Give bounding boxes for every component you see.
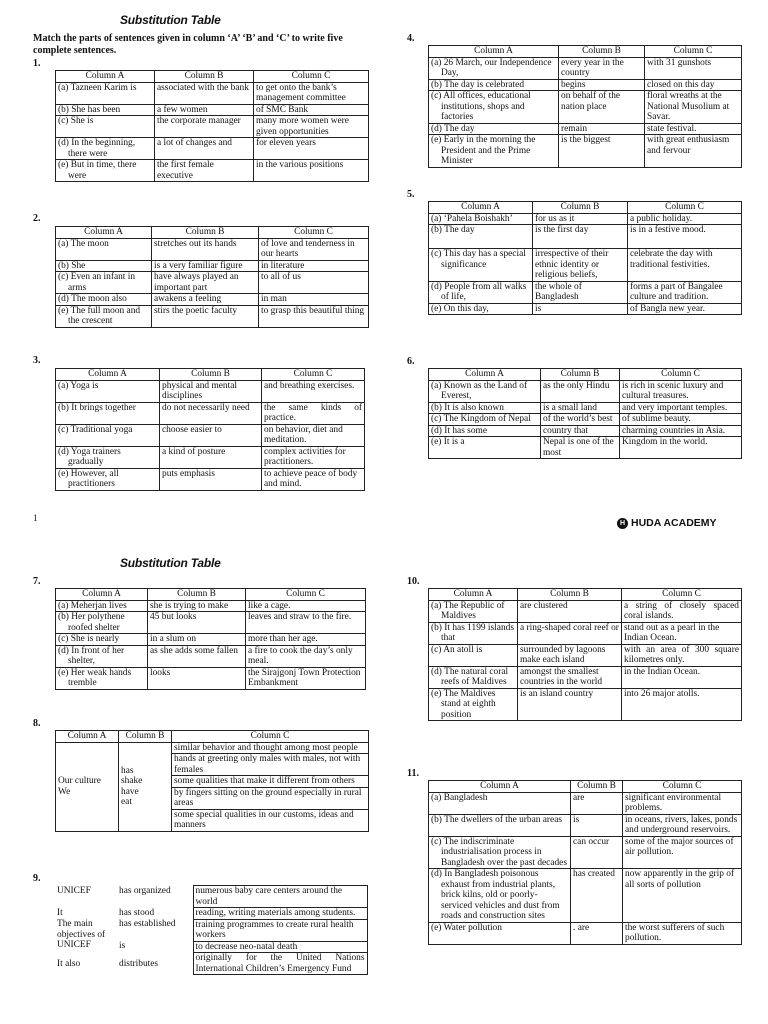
cell-a: We — [58, 786, 71, 797]
cell-c: some of the major sources of air pollution. — [623, 836, 742, 869]
cell-c: on behavior, diet and meditation. — [262, 424, 365, 446]
cell-b: for us as it — [533, 213, 628, 225]
cell-b: is — [119, 941, 126, 952]
cell-c: in the various positions — [254, 160, 369, 182]
table-row — [56, 238, 369, 260]
brand-logo-text — [617, 518, 717, 530]
header-column-a: Column A — [429, 781, 571, 793]
table-row — [429, 303, 742, 315]
cell-a: It — [57, 907, 63, 918]
cell-a: (c) An atoll is — [431, 644, 483, 655]
page-number: 1 — [33, 513, 38, 523]
header-column-c: Column C — [254, 71, 369, 83]
substitution-table-7 — [55, 588, 366, 690]
cell-a: (b) The dwellers of the urban areas — [431, 814, 563, 825]
question-number: 1. — [33, 58, 41, 69]
table-row — [429, 91, 742, 124]
table-row — [429, 213, 742, 225]
header-column-c: Column C — [645, 46, 742, 58]
table-header-row — [429, 202, 742, 214]
table-row — [429, 380, 742, 402]
cell-a: (d) The moon also — [58, 294, 127, 305]
table-row — [429, 644, 742, 666]
table-row — [56, 600, 366, 612]
header-column-a: Column A — [429, 202, 533, 214]
header-column-c: Column C — [620, 369, 742, 381]
cell-a: (c) She is nearly — [58, 634, 120, 645]
cell-b: looks — [148, 667, 246, 689]
header-column-a: Column A — [429, 46, 559, 58]
cell-b: amongst the smallest countries in the world — [518, 666, 622, 688]
cell-b: begins — [559, 79, 645, 91]
cell-a: (b) It has 1199 islands that — [431, 622, 514, 644]
table-row — [55, 953, 367, 975]
cell-a: (d) The natural coral reefs of Maldives — [431, 666, 509, 688]
header-column-a: Column A — [56, 71, 155, 83]
cell-a: (d) Yoga trainers gradually — [58, 446, 121, 468]
table-header-row — [429, 46, 742, 58]
cell-b: surrounded by lagoons make each island — [518, 644, 622, 666]
table-header-row — [429, 369, 742, 381]
cell-a: (a) ‘Pahela Boishakh’ — [431, 213, 513, 224]
cell-c: the worst sufferers of such pollution. — [623, 922, 742, 944]
header-column-c: Column C — [246, 589, 366, 601]
substitution-table-10 — [428, 588, 742, 721]
cell-c: a public holiday. — [628, 213, 742, 225]
cell-b: associated with the bank — [155, 82, 254, 104]
cell-b: . are — [571, 922, 623, 944]
header-column-a: Column A — [56, 369, 160, 381]
header-column-b: Column B — [152, 227, 259, 239]
table-row — [429, 869, 742, 923]
table-row — [56, 305, 369, 327]
cell-c: and very important temples. — [620, 402, 742, 414]
table-row — [56, 138, 369, 160]
table-row — [429, 225, 742, 249]
cell-b: is — [571, 814, 623, 836]
cell-c: originally for the United Nations International Children’s Emergency Fund — [193, 953, 367, 975]
question-number: 5. — [407, 189, 415, 200]
cell-b: country that — [541, 425, 620, 437]
table-row — [429, 836, 742, 869]
cell-c: of SMC Bank — [254, 104, 369, 116]
cell-b: can occur — [571, 836, 623, 869]
question-number: 9. — [33, 873, 41, 884]
cell-a: (e) The Maldives stand at eighth position — [431, 688, 496, 720]
header-column-a: Column A — [56, 227, 152, 239]
cell-c: with great enthusiasm and fervour — [645, 135, 742, 168]
cell-c: in oceans, rivers, lakes, ponds and underground reservoirs. — [623, 814, 742, 836]
cell-c: some qualities that make it different from others — [172, 776, 369, 788]
cell-c: is rich in scenic luxury and cultural treasures. — [620, 380, 742, 402]
question-number: 3. — [33, 355, 41, 366]
table-row — [56, 446, 365, 468]
cell-c: some special qualities in our customs, ideas and manners — [172, 809, 369, 831]
substitution-table-3 — [55, 368, 365, 491]
header-column-b: Column B — [541, 369, 620, 381]
substitution-table-8 — [55, 730, 369, 832]
cell-a: (c) She is — [58, 116, 94, 127]
cell-c: the Sirajgonj Town Protection Embankment — [246, 667, 366, 689]
header-column-b: Column B — [155, 71, 254, 83]
cell-a: (d) The day — [431, 123, 475, 134]
cell-a: The main objectives of UNICEF — [57, 919, 106, 951]
substitution-table-9 — [55, 885, 368, 975]
header-column-c: Column C — [628, 202, 742, 214]
cell-a: (e) Her weak hands tremble — [58, 667, 132, 689]
cell-b: irrespective of their ethnic identity or religious beliefs, — [533, 249, 628, 282]
question-number: 6. — [407, 356, 415, 367]
cell-a: (c) Even an infant in arms — [58, 272, 136, 293]
table-row — [56, 116, 369, 138]
table-row — [429, 688, 742, 721]
cell-a: (a) Bangladesh — [431, 792, 488, 803]
cell-c: a fire to cook the day’s only meal. — [246, 645, 366, 667]
cell-b: Nepal is one of the most — [541, 437, 620, 459]
table-row — [56, 294, 369, 306]
cell-a: (c) The indiscriminate industrialisation process in Bangladesh over the past decades — [431, 836, 567, 868]
cell-a: (e) Water pollution — [431, 922, 502, 933]
table-row — [56, 634, 366, 646]
huda-academy-logo-icon: H — [617, 518, 628, 529]
substitution-table-4 — [428, 45, 742, 168]
cell-b: a ring-shaped coral reef or — [518, 622, 622, 644]
table-row — [429, 792, 742, 814]
cell-b: have — [121, 786, 139, 797]
header-column-c: Column C — [622, 589, 742, 601]
cell-a: (a) 26 March, our Independence Day, — [431, 57, 552, 79]
cell-b: the corporate manager — [155, 116, 254, 138]
table-row — [429, 135, 742, 168]
cell-a: (c) The Kingdom of Nepal — [431, 414, 531, 425]
cell-c: of sublime beauty. — [620, 414, 742, 426]
cell-b: the first female executive — [155, 160, 254, 182]
cell-b: as she adds some fallen — [148, 645, 246, 667]
table-row — [56, 380, 365, 402]
table-header-row — [56, 71, 369, 83]
cell-c: forms a part of Bangalee culture and tradition. — [628, 281, 742, 303]
cell-b: has established — [119, 919, 176, 930]
table-row — [429, 666, 742, 688]
cell-a: (e) It is a — [431, 437, 465, 448]
cell-a: (b) The day is celebrated — [431, 79, 525, 90]
cell-a: It also — [57, 958, 81, 969]
question-number: 8. — [33, 718, 41, 729]
cell-b: is a small land — [541, 402, 620, 414]
table-row — [56, 160, 369, 182]
header-column-b: Column B — [533, 202, 628, 214]
cell-a: (b) She has been — [58, 104, 121, 115]
table-row — [56, 82, 369, 104]
cell-b: is an island country — [518, 688, 622, 721]
cell-c: in the Indian Ocean. — [622, 666, 742, 688]
cell-c: leaves and straw to the fire. — [246, 612, 366, 634]
cell-a: (e) On this day, — [431, 303, 489, 314]
cell-b: a few women — [155, 104, 254, 116]
table-row — [56, 612, 366, 634]
table-row — [55, 919, 367, 941]
cell-c: closed on this day — [645, 79, 742, 91]
table-row — [56, 742, 369, 754]
cell-b: awakens a feeling — [152, 294, 259, 306]
cell-b: of the world’s best — [541, 414, 620, 426]
cell-b: puts emphasis — [160, 468, 262, 490]
cell-b: have always played an important part — [152, 272, 259, 294]
cell-a: (e) But in time, there were — [58, 160, 137, 181]
cell-b: choose easier to — [160, 424, 262, 446]
cell-a: (b) It is also known — [431, 402, 504, 413]
cell-b: remain — [559, 123, 645, 135]
cell-b: distributes — [119, 958, 159, 969]
cell-b: the whole of Bangladesh — [533, 281, 628, 303]
header-column-b: Column B — [518, 589, 622, 601]
cell-a: (d) In front of her shelter, — [58, 645, 125, 667]
cell-c: Kingdom in the world. — [620, 437, 742, 459]
brand-name: HUDA ACADEMY — [631, 517, 717, 529]
table-header-row — [56, 731, 369, 743]
cell-a: (b) The day — [431, 225, 475, 236]
cell-b: stretches out its hands — [152, 238, 259, 260]
table-row — [56, 260, 369, 272]
cell-a: (d) It has some — [431, 425, 487, 436]
cell-a: (a) The Republic of Maldives — [431, 600, 505, 622]
cell-b: are — [571, 792, 623, 814]
cell-c: of Bangla new year. — [628, 303, 742, 315]
cell-c: like a cage. — [246, 600, 366, 612]
table-row — [55, 908, 367, 920]
table-row — [429, 437, 742, 459]
cell-c: training programmes to create rural health workers — [193, 919, 367, 941]
cell-b: do not necessarily need — [160, 402, 262, 424]
cell-a: (a) Tazneen Karim is — [58, 82, 137, 93]
instruction-text: Match the parts of sentences given in column ‘A’ ‘B’ and ‘C’ to write five complete sentences. — [33, 33, 343, 57]
cell-b: is the biggest — [559, 135, 645, 168]
cell-a: (b) Her polythene roofed shelter — [58, 612, 125, 633]
cell-c: in man — [259, 294, 369, 306]
cell-a: (a) Meherjan lives — [58, 600, 127, 611]
table-row — [429, 249, 742, 282]
header-column-b: Column B — [160, 369, 262, 381]
cell-c: stand out as a pearl in the Indian Ocean. — [622, 622, 742, 644]
cell-b: is a very familiar figure — [152, 260, 259, 272]
cell-c: complex activities for practitioners. — [262, 446, 365, 468]
header-column-c: Column C — [172, 731, 369, 743]
cell-c: to decrease neo-natal death — [193, 941, 367, 953]
table-row — [56, 402, 365, 424]
cell-a: (a) Known as the Land of Everest, — [431, 380, 528, 402]
substitution-table-1 — [55, 70, 369, 182]
cell-c: a string of closely spaced coral islands. — [622, 600, 742, 622]
cell-c: significant environmental problems. — [623, 792, 742, 814]
table-header-row — [56, 227, 369, 239]
cell-c: similar behavior and thought among most people — [172, 742, 369, 754]
cell-b: she is trying to make — [148, 600, 246, 612]
cell-b: physical and mental disciplines — [160, 380, 262, 402]
substitution-table-5 — [428, 201, 742, 315]
cell-a: (b) It brings together — [58, 402, 136, 413]
cell-a: (b) She — [58, 260, 86, 271]
table-row — [429, 814, 742, 836]
table-header-row — [429, 589, 742, 601]
table-row — [429, 922, 742, 944]
cell-c: in literature — [259, 260, 369, 272]
substitution-table-6 — [428, 368, 742, 459]
cell-c: the same kinds of practice. — [262, 402, 365, 424]
page-title: Substitution Table — [120, 13, 221, 27]
cell-c: by fingers sitting on the ground especially in rural areas — [172, 787, 369, 809]
cell-a: (c) Traditional yoga — [58, 424, 133, 435]
cell-b: eat — [121, 797, 132, 808]
cell-a: (d) People from all walks of life, — [431, 281, 527, 303]
cell-b: is the first day — [533, 225, 628, 249]
question-number: 11. — [407, 768, 419, 779]
header-column-b: Column B — [571, 781, 623, 793]
question-number: 7. — [33, 576, 41, 587]
cell-b-group — [119, 742, 172, 831]
header-column-c: Column C — [259, 227, 369, 239]
table-row — [429, 425, 742, 437]
cell-a: (c) All offices, educational institutions, shops and factories — [431, 91, 531, 123]
substitution-table-11 — [428, 780, 742, 945]
table-row — [56, 272, 369, 294]
table-row — [56, 645, 366, 667]
table-row — [56, 667, 366, 689]
cell-c: celebrate the day with traditional festivities. — [628, 249, 742, 282]
cell-b: a lot of changes and — [155, 138, 254, 160]
cell-c: now apparently in the grip of all sorts of pollution — [623, 869, 742, 923]
question-number: 10. — [407, 576, 420, 587]
header-column-a: Column A — [429, 369, 541, 381]
cell-a-group — [56, 742, 119, 831]
cell-c: more than her age. — [246, 634, 366, 646]
table-row — [56, 104, 369, 116]
cell-c: into 26 major atolls. — [622, 688, 742, 721]
cell-b: is — [533, 303, 628, 315]
table-row — [429, 123, 742, 135]
table-row — [429, 57, 742, 79]
table-row — [429, 281, 742, 303]
cell-b: 45 but looks — [148, 612, 246, 634]
cell-a: (d) In Bangladesh poisonous exhaust from industrial plants, brick kilns, old or poorly-serviced vehicles and dust from roads and construction sites — [431, 869, 560, 922]
cell-c: for eleven years — [254, 138, 369, 160]
cell-c: floral wreaths at the National Musolium at Savar. — [645, 91, 742, 124]
table-row — [429, 402, 742, 414]
cell-c: to get onto the bank’s management committee — [254, 82, 369, 104]
table-row — [429, 414, 742, 426]
cell-a: (e) The full moon and the crescent — [58, 305, 141, 327]
cell-b: has stood — [119, 907, 155, 918]
table-header-row — [56, 369, 365, 381]
cell-c: to grasp this beautiful thing — [259, 305, 369, 327]
cell-a: UNICEF — [57, 885, 91, 896]
cell-a: (a) Yoga is — [58, 380, 99, 391]
cell-c: and breathing exercises. — [262, 380, 365, 402]
question-number: 2. — [33, 213, 41, 224]
cell-b: has created — [571, 869, 623, 923]
cell-c: to achieve peace of body and mind. — [262, 468, 365, 490]
page-title-2: Substitution Table — [120, 556, 221, 570]
header-column-a: Column A — [429, 589, 518, 601]
header-column-b: Column B — [148, 589, 246, 601]
table-header-row — [56, 589, 366, 601]
cell-b: in a slum on — [148, 634, 246, 646]
table-row — [56, 468, 365, 490]
header-column-b: Column B — [119, 731, 172, 743]
header-column-c: Column C — [623, 781, 742, 793]
header-column-a: Column A — [56, 731, 119, 743]
cell-c: state festival. — [645, 123, 742, 135]
cell-c: charming countries in Asia. — [620, 425, 742, 437]
cell-b: as the only Hindu — [541, 380, 620, 402]
cell-c: to all of us — [259, 272, 369, 294]
cell-a: (c) This day has a special significance — [431, 249, 526, 270]
substitution-table-2 — [55, 226, 369, 328]
cell-b: stirs the poetic faculty — [152, 305, 259, 327]
cell-b: has organized — [119, 885, 171, 896]
header-column-a: Column A — [56, 589, 148, 601]
cell-a: (a) The moon — [58, 238, 109, 249]
header-column-c: Column C — [262, 369, 365, 381]
cell-b: a kind of posture — [160, 446, 262, 468]
cell-c: many more women were given opportunities — [254, 116, 369, 138]
table-header-row — [429, 781, 742, 793]
cell-c: hands at greeting only males with males, not with females — [172, 754, 369, 776]
cell-b: every year in the country — [559, 57, 645, 79]
table-row — [429, 79, 742, 91]
cell-a: Our culture — [58, 776, 101, 787]
table-row — [429, 600, 742, 622]
cell-a: (e) However, all practitioners — [58, 468, 119, 490]
cell-a: (e) Early in the morning the President and the Prime Minister — [431, 135, 536, 167]
cell-c: numerous baby care centers around the world — [193, 886, 367, 908]
cell-b: has — [121, 765, 134, 776]
cell-c: of love and tenderness in our hearts — [259, 238, 369, 260]
cell-c: is in a festive mood. — [628, 225, 742, 249]
cell-c: reading, writing materials among students. — [193, 908, 367, 920]
cell-c: with an area of 300 square kilometres only. — [622, 644, 742, 666]
cell-b: are clustered — [518, 600, 622, 622]
table-row — [429, 622, 742, 644]
header-column-b: Column B — [559, 46, 645, 58]
table-row — [55, 886, 367, 908]
cell-a: (d) In the beginning, there were — [58, 138, 136, 159]
cell-b: on behalf of the nation place — [559, 91, 645, 124]
question-number: 4. — [407, 33, 415, 44]
table-row — [56, 424, 365, 446]
cell-c: with 31 gunshots — [645, 57, 742, 79]
cell-b: shake — [121, 776, 143, 787]
